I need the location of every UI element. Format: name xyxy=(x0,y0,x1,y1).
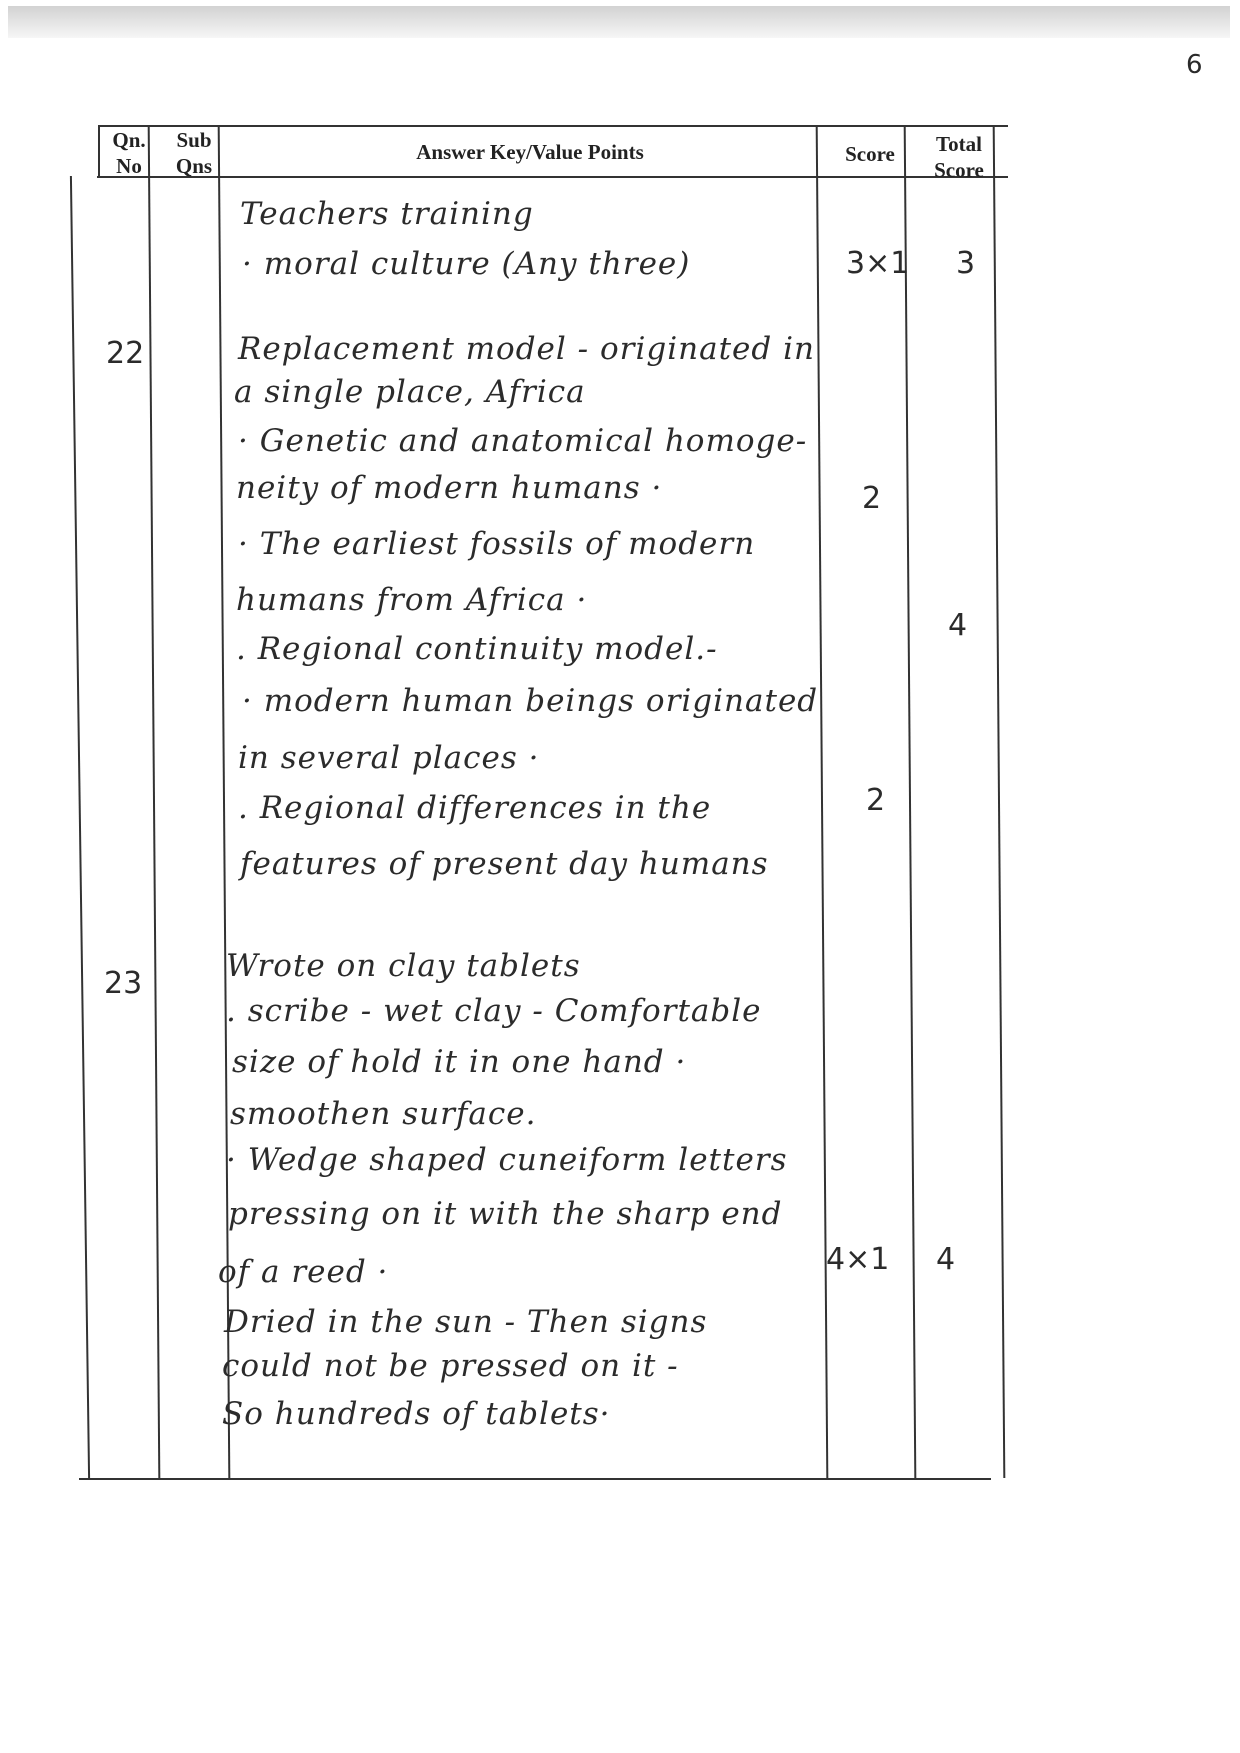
question-number: 23 xyxy=(104,966,143,1001)
answer-line: Wrote on clay tablets xyxy=(226,948,581,984)
answer-line: So hundreds of tablets· xyxy=(222,1396,611,1432)
answer-line: . scribe - wet clay - Comfortable xyxy=(226,993,762,1029)
total-score-value: 4 xyxy=(948,608,968,643)
answer-line: of a reed · xyxy=(218,1254,389,1290)
header-qn-no: Qn. No xyxy=(112,128,146,178)
table-header-divider xyxy=(97,176,1008,178)
col-divider-score-total xyxy=(904,125,916,1478)
answer-line: · The earliest fossils of modern xyxy=(238,526,756,562)
answer-line: · Genetic and anatomical homoge- xyxy=(238,423,808,459)
answer-line: · Wedge shaped cuneiform letters xyxy=(226,1142,788,1178)
answer-line: a single place, Africa xyxy=(234,374,586,410)
table-right-border xyxy=(993,125,1005,1478)
table-left-border xyxy=(70,176,90,1478)
answer-line: in several places · xyxy=(238,740,540,776)
answer-line: humans from Africa · xyxy=(236,582,588,618)
question-number: 22 xyxy=(106,336,145,371)
answer-line: Dried in the sun - Then signs xyxy=(224,1304,708,1340)
score-value: 4×1 xyxy=(826,1242,890,1277)
table-top-border xyxy=(99,125,1008,127)
table-left-border-header xyxy=(98,125,100,176)
total-score-value: 4 xyxy=(936,1242,956,1277)
answer-line: . Regional differences in the xyxy=(238,790,712,826)
answer-line: . Regional continuity model.- xyxy=(236,631,718,667)
table-bottom-border xyxy=(79,1478,991,1480)
page-number: 6 xyxy=(1186,50,1203,80)
header-total-score: Total Score xyxy=(934,132,984,182)
header-sub-qns: Sub Qns xyxy=(175,128,213,178)
header-score: Score xyxy=(845,142,895,166)
header-answer-key: Answer Key/Value Points xyxy=(416,140,644,164)
answer-line: features of present day humans xyxy=(240,846,769,882)
col-divider-qn-sub xyxy=(148,125,160,1478)
answer-line: neity of modern humans · xyxy=(236,470,663,506)
score-value: 3×1 xyxy=(846,246,910,281)
answer-line: smoothen surface. xyxy=(230,1096,537,1132)
answer-line: pressing on it with the sharp end xyxy=(228,1196,783,1232)
answer-line: · modern human beings originated xyxy=(242,683,819,719)
score-value: 2 xyxy=(862,481,882,516)
answer-line: size of hold it in one hand · xyxy=(232,1044,687,1080)
total-score-value: 3 xyxy=(956,246,976,281)
answer-line: Replacement model - originated in xyxy=(238,331,815,367)
answer-line: · moral culture (Any three) xyxy=(242,246,691,282)
score-value: 2 xyxy=(866,783,886,818)
answer-line: could not be pressed on it - xyxy=(222,1348,679,1384)
answer-line: Teachers training xyxy=(240,196,534,232)
